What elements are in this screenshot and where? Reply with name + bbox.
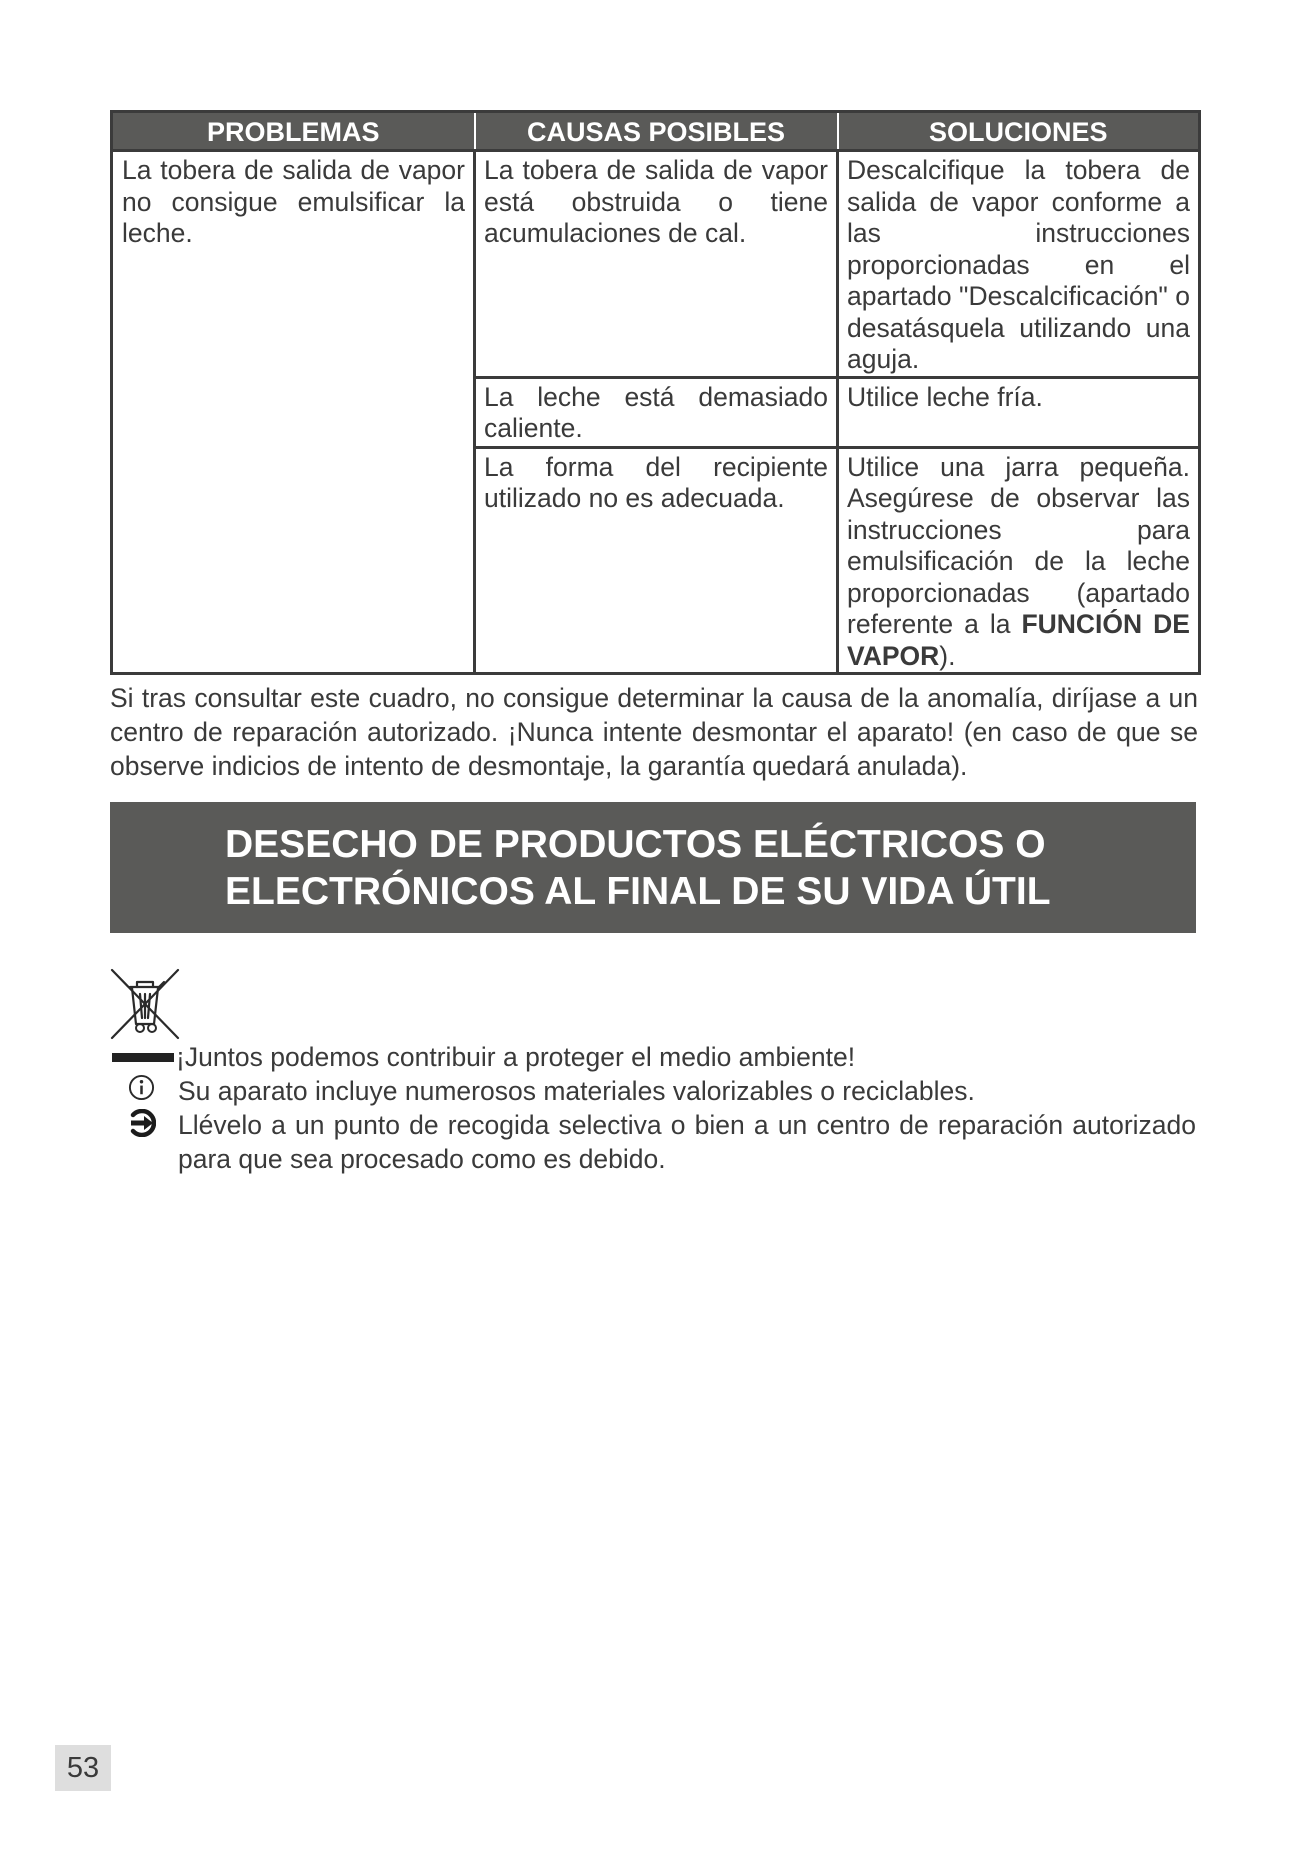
page-number: 53 bbox=[55, 1745, 111, 1791]
info-icon bbox=[128, 1074, 155, 1101]
table-header-row bbox=[112, 112, 1200, 151]
section-title-line-2: ELECTRÓNICOS AL FINAL DE SU VIDA ÚTIL bbox=[225, 870, 1051, 913]
section-title-line-1: DESECHO DE PRODUCTOS ELÉCTRICOS O bbox=[225, 823, 1046, 866]
crossed-out-wheelie-bin-icon bbox=[110, 968, 180, 1040]
environment-slogan: ¡Juntos podemos contribuir a proteger el medio ambiente! bbox=[176, 1042, 856, 1072]
arrow-right-icon bbox=[128, 1109, 156, 1137]
collection-point-instruction: Llévelo a un punto de recogida selectiva o bien a un centro de reparación autorizado para que sea procesado como es debido. bbox=[178, 1110, 1196, 1174]
solution-text-end: ). bbox=[939, 640, 956, 671]
troubleshooting-table bbox=[110, 110, 1201, 675]
header-solutions: SOLUCIONES bbox=[838, 112, 1200, 151]
repair-note: Si tras consultar este cuadro, no consigue determinar la causa de la anomalía, diríjase a un centro de reparación autorizado. ¡Nunca intente desmontar el aparato! (en caso de que se observe indicios de intento de desmontaje, la garantía quedará anulada). bbox=[110, 683, 1198, 781]
cause-cell: La forma del recipiente utilizado no es adecuada. bbox=[475, 447, 838, 674]
steam-function-reference: FUNCIÓN DE VAPOR bbox=[847, 609, 1190, 671]
cause-cell: La tobera de salida de vapor está obstruida o tiene acumulaciones de cal. bbox=[475, 151, 838, 378]
solution-cell: Descalcifique la tobera de salida de vapor conforme a las instrucciones proporcionadas en el apartado "Descalcificación" o desatásquela utilizando una aguja. bbox=[838, 151, 1200, 378]
cause-cell: La leche está demasiado caliente. bbox=[475, 377, 838, 447]
recyclable-materials-text: Su aparato incluye numerosos materiales valorizables o reciclables. bbox=[178, 1076, 975, 1106]
solution-cell: Utilice leche fría. bbox=[838, 377, 1200, 447]
header-problems: PROBLEMAS bbox=[112, 112, 475, 151]
disposal-section-banner bbox=[110, 802, 1196, 933]
solution-text: Utilice una jarra pequeña. Asegúrese de observar las instrucciones para emulsificación de la leche proporcionadas (apartado referente a la bbox=[847, 451, 1190, 639]
table-row bbox=[112, 151, 1200, 378]
weee-underline-bar bbox=[112, 1053, 174, 1062]
solution-cell bbox=[838, 447, 1200, 674]
header-possible-causes: CAUSAS POSIBLES bbox=[475, 112, 838, 151]
problem-cell: La tobera de salida de vapor no consigue emulsificar la leche. bbox=[112, 151, 475, 674]
